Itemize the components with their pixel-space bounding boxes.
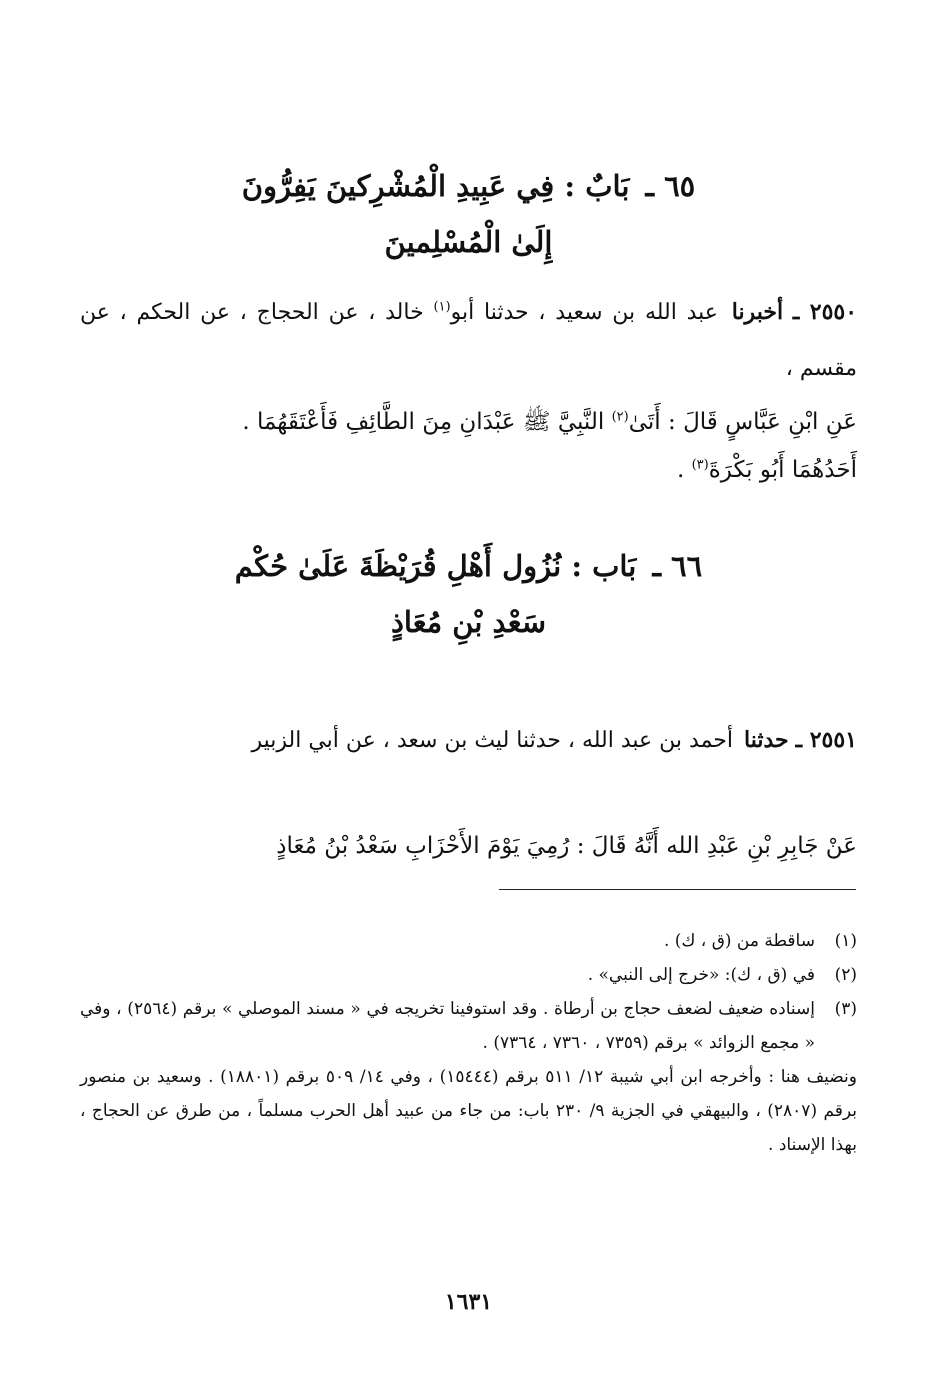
chapter-title-line-2: إِلَىٰ الْمُسْلِمينَ [384,225,553,259]
chapter-number: ٦٥ ـ [645,169,696,203]
chapter-65-heading [80,158,857,270]
isnad-text-continued: خالد ، عن الحجاج ، عن الحكم ، عن مقسم ، [80,300,857,381]
hadith-2550-matn [80,398,857,494]
chapter-title-part-1: نُزُول أَهْلِ قُرَيْظَةَ عَلَىٰ حُكْم [234,549,562,583]
footnote-ref: (٣) [691,457,709,473]
footnote-divider [499,889,856,890]
hadith-2551-isnad [80,710,857,771]
hadith-number: ٢٥٥٠ ـ [792,299,858,325]
chapter-label: بَاب : [571,549,637,583]
footnote-marker: (٢) [834,965,857,985]
isnad-text: أحمد بن عبد الله ، حدثنا ليث بن سعد ، عن أبي الزبير [251,728,733,753]
footnote-continuation: ونضيف هنا : وأخرجه ابن أبي شيبة ١٢/ ٥١١ برقم (١٥٤٤٤) ، وفي ١٤/ ٥٠٩ برقم (١٨٨٠١) . وسعيد بن منصور برقم (٢٨٠٧) ، والبيهقي في الجزية ٩/ ٢٣٠ باب: من جاء من عبيد أهل الحرب مسلماً ، من طرق عن الحجاج ، بهذا الإسناد . [80,1067,857,1155]
footnotes [80,924,857,1162]
chapter-title-line-1 [80,538,857,594]
narration-verb: أخبرنا [731,299,784,325]
page-number: ١٦٣١ [444,1289,493,1315]
footnote-text: في (ق ، ك): «خرج إلى النبي» . [587,965,815,985]
chapter-title-part-1: فِي عَبِيدِ الْمُشْرِكينَ يَفِرُّونَ [241,169,555,203]
footnote-text: إسناده ضعيف لضعف حجاج بن أرطاة . وقد استوفينا تخريجه في « مسند الموصلي » برقم (٢٥٦٤) ، وفي « مجمع الزوائد » برقم (٧٣٥٩ ، ٧٣٦٠ ، ٧٣٦٤) . [80,999,815,1053]
chapter-label: بَابٌ : [564,169,630,203]
chapter-title-line-2: سَعْدِ بْنِ مُعَاذٍ [390,605,547,639]
hadith-2551-matn [80,822,857,870]
footnote-ref: (١) [433,299,451,315]
chapter-title-line-1 [80,158,857,214]
footnote-3 [80,992,857,1162]
footnote-marker: (٣) [834,999,857,1019]
matn-text: أَحَدُهُمَا أَبُو بَكْرَةَ [708,457,857,483]
footnote-text: ساقطة من (ق ، ك) . [663,931,815,951]
matn-line-1 [80,398,857,446]
footnote-body [80,992,857,1162]
chapter-number: ٦٦ ـ [652,549,703,583]
matn-text-continued: النَّبِيَّ ﷺ عَبْدَانِ مِنَ الطَّائِفِ فَأَعْتَقَهُمَا . [242,409,605,435]
footnote-ref: (٢) [611,409,629,425]
matn-end: . [676,457,685,483]
hadith-number: ٢٥٥١ ـ [795,727,857,753]
hadith-2550-isnad [80,284,857,397]
matn-line-2 [80,446,857,494]
matn-line-1: عَنْ جَابِرِ بْنِ عَبْدِ الله أَنَّهُ قَالَ : رُمِيَ يَوْمَ الأَحْزَابِ سَعْدُ بْنُ مُعَاذٍ [276,833,857,859]
footnote-marker: (١) [834,931,857,951]
chapter-66-heading [80,538,857,650]
narration-verb: حدثنا [744,727,789,753]
matn-text: عَنِ ابْنِ عَبَّاسٍ قَالَ : أَتَىٰ [628,409,857,435]
footnote-1 [80,924,857,958]
footnote-2 [80,958,857,992]
isnad-text: عبد الله بن سعيد ، حدثنا أبو [450,300,718,325]
